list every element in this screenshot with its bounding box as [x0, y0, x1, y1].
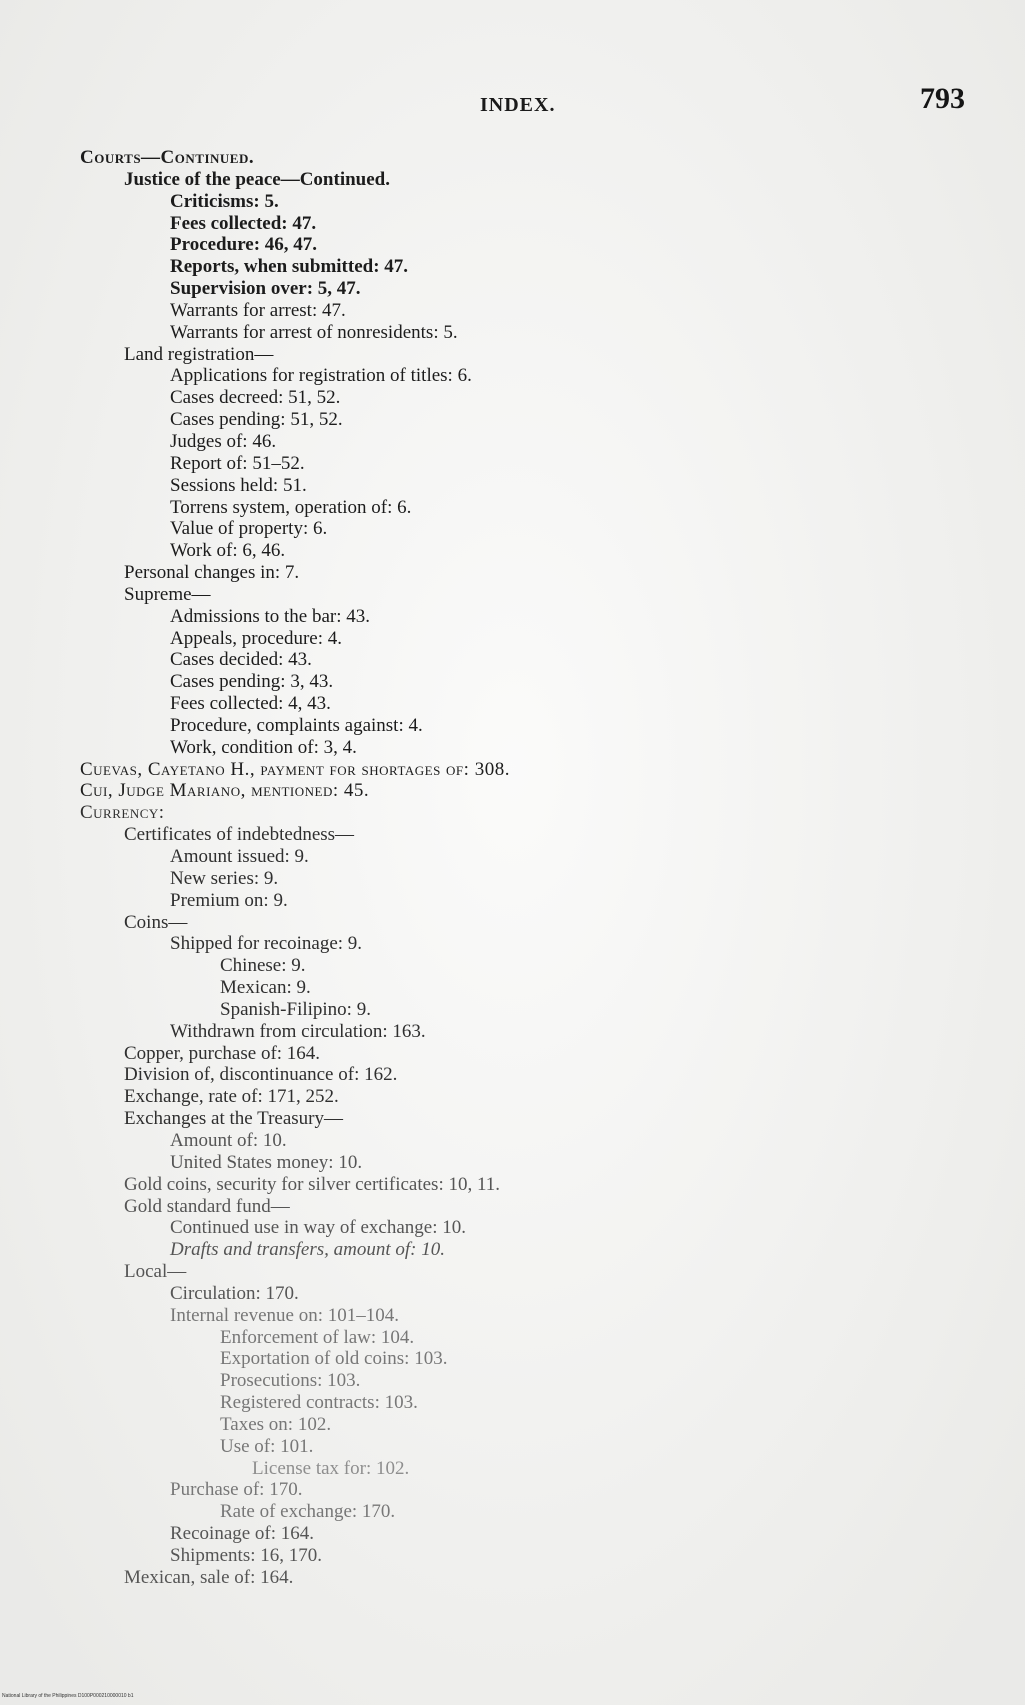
index-entry: Amount issued: 9.	[170, 846, 309, 867]
index-entry: Supreme—	[124, 583, 211, 605]
index-entry: Exportation of old coins: 103.	[220, 1348, 448, 1370]
index-entry: Copper, purchase of: 164.	[124, 1042, 321, 1064]
index-entry: Chinese: 9.	[220, 955, 306, 977]
index-entry: Cases decided: 43.	[170, 649, 312, 671]
index-entry: Prosecutions: 103.	[220, 1370, 361, 1392]
index-entry: Circulation: 170.	[170, 1282, 299, 1304]
index-entry: Coins—	[124, 911, 188, 933]
index-entry: Exchange, rate of: 171, 252.	[124, 1086, 339, 1108]
index-entry: Cui, Judge Mariano, mentioned: 45.	[80, 780, 370, 802]
index-entry: Recoinage of: 164.	[170, 1523, 315, 1545]
index-entry: Local—	[124, 1261, 187, 1283]
index-entry: Fees collected: 47.	[170, 212, 317, 234]
index-entry: Warrants for arrest of nonresidents: 5.	[170, 321, 458, 343]
running-title: INDEX.	[480, 94, 556, 116]
index-entry: Appeals, procedure: 4.	[170, 627, 342, 649]
index-entry: Work, condition of: 3, 4.	[170, 736, 357, 758]
index-entry: Cases pending: 3, 43.	[170, 671, 334, 693]
index-entry: Taxes on: 102.	[220, 1413, 332, 1435]
index-entry: Admissions to the bar: 43.	[170, 605, 371, 627]
index-entry: Personal changes in: 7.	[124, 562, 300, 584]
index-entry: Spanish-Filipino: 9.	[220, 998, 371, 1020]
index-entry: Enforcement of law: 104.	[220, 1326, 415, 1348]
page-number: 793	[920, 82, 965, 115]
index-entry: Torrens system, operation of: 6.	[170, 496, 412, 518]
index-entry: License tax for: 102.	[252, 1457, 410, 1479]
index-entry: Report of: 51–52.	[170, 452, 305, 474]
index-entry: Procedure, complaints against: 4.	[170, 714, 423, 736]
index-entry: Mexican, sale of: 164.	[124, 1566, 294, 1588]
index-entry: Cuevas, Cayetano H., payment for shortages of: 308.	[80, 758, 510, 780]
index-entry: Drafts and transfers, amount of: 10.	[170, 1239, 445, 1261]
index-entry: Reports, when submitted: 47.	[170, 256, 409, 278]
index-entry: Exchanges at the Treasury—	[124, 1108, 343, 1130]
index-entry: Mexican: 9.	[220, 977, 311, 999]
index-entry: New series: 9.	[170, 867, 279, 889]
page-header	[0, 82, 1025, 122]
index-entry: Applications for registration of titles: 6.	[170, 365, 472, 387]
index-entry: United States money: 10.	[170, 1151, 363, 1173]
index-entry: Continued use in way of exchange: 10.	[170, 1217, 467, 1239]
index-entry: Fees collected: 4, 43.	[170, 693, 331, 715]
index-entry: Internal revenue on: 101–104.	[170, 1304, 399, 1326]
index-entry: Supervision over: 5, 47.	[170, 278, 361, 300]
index-entry: Registered contracts: 103.	[220, 1392, 418, 1414]
index-entry: Amount of: 10.	[170, 1129, 287, 1151]
index-entry: Shipped for recoinage: 9.	[170, 933, 363, 955]
index-entry: Warrants for arrest: 47.	[170, 299, 346, 321]
index-entry: Criticisms: 5.	[170, 190, 279, 212]
index-entry: Land registration—	[124, 343, 274, 365]
index-entry: Sessions held: 51.	[170, 474, 307, 496]
index-entry: Premium on: 9.	[170, 889, 288, 911]
index-entry: Cases decreed: 51, 52.	[170, 387, 341, 409]
index-entry: Value of property: 6.	[170, 518, 328, 540]
index-entry: Cases pending: 51, 52.	[170, 409, 343, 431]
index-entry: Judges of: 46.	[170, 430, 277, 452]
index-entry: Certificates of indebtedness—	[124, 824, 355, 846]
index-entry: Use of: 101.	[220, 1435, 314, 1457]
index-entry: Procedure: 46, 47.	[170, 234, 318, 256]
index-entry: Work of: 6, 46.	[170, 540, 286, 562]
index-entry: Shipments: 16, 170.	[170, 1545, 323, 1566]
footer-credit: National Library of the Philippines D100P000210000010 b1	[2, 1693, 134, 1699]
index-entry: Gold standard fund—	[124, 1195, 290, 1217]
index-entry: Gold coins, security for silver certificates: 10, 11.	[124, 1173, 501, 1195]
index-entry: Withdrawn from circulation: 163.	[170, 1020, 426, 1042]
index-entry: Currency:	[80, 802, 165, 824]
index-entry: Justice of the peace—Continued.	[124, 168, 390, 190]
index-entries	[0, 147, 1025, 1589]
index-entry: Purchase of: 170.	[170, 1479, 303, 1501]
index-entry: Rate of exchange: 170.	[220, 1501, 396, 1523]
index-entry: Courts—Continued.	[80, 147, 255, 168]
index-entry: Division of, discontinuance of: 162.	[124, 1064, 398, 1086]
